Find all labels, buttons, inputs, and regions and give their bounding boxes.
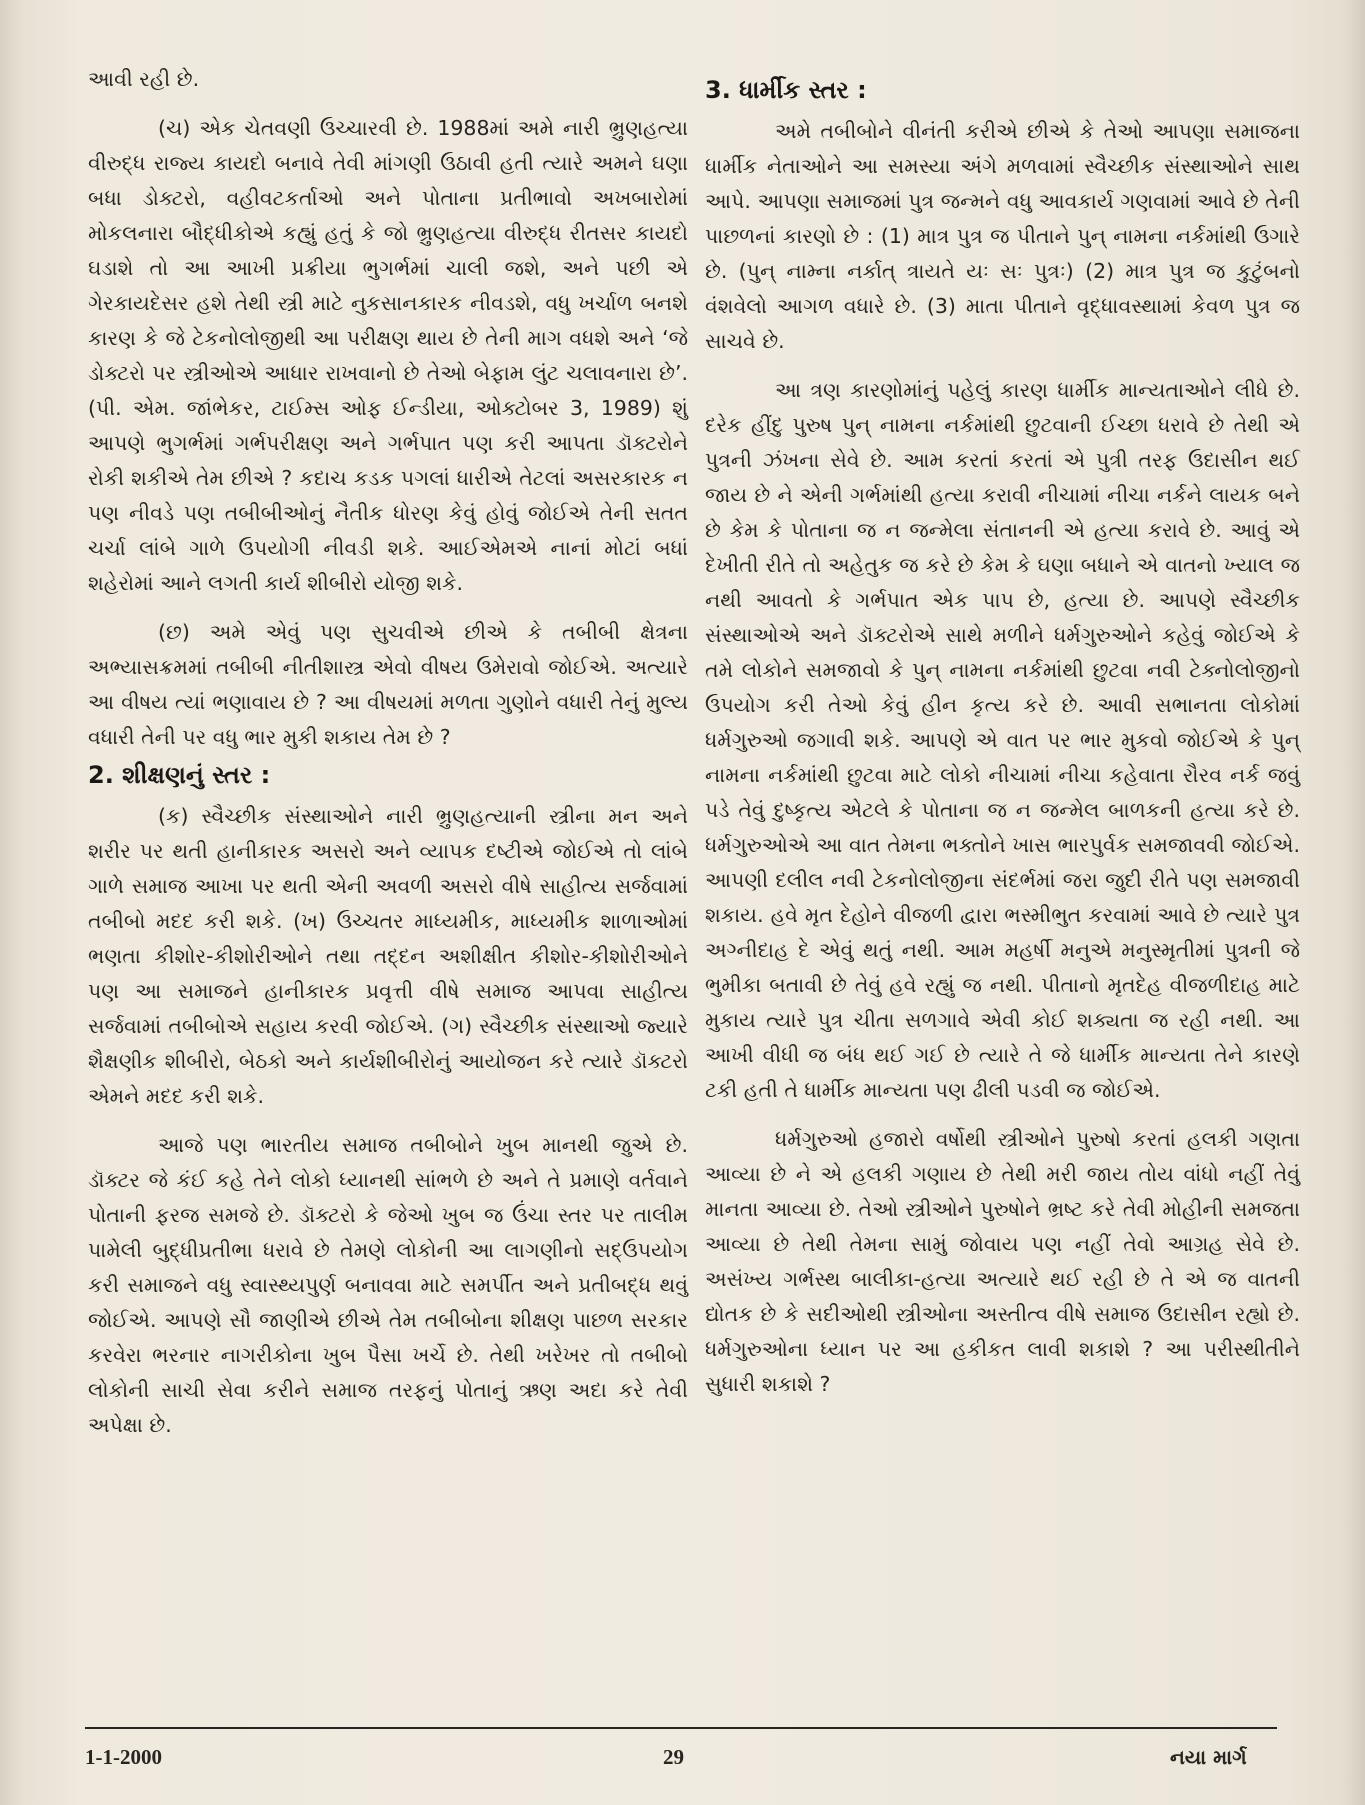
section-heading-religious: 3. ધાર્મીક સ્તર : bbox=[705, 76, 867, 104]
footer-rule bbox=[85, 1727, 1277, 1729]
page-edge-shadow-right bbox=[1343, 0, 1365, 1805]
paragraph-religious-leaders: અમે તબીબોને વીનંતી કરીએ છીએ કે તેઓ આપણા સમાજના ધાર્મીક નેતાઓને આ સમસ્યા અંગે મળવામાં સ્વૈચ્છીક સંસ્થાઓને સાથ આપે. આપણા સમાજમાં પુત્ર જન્મને વધુ આવકાર્ય ગણવામાં આવે છે તેની પાછળનાં કારણો છે : (1) માત્ર પુત્ર જ પીતાને પુન્ નામના નર્કમાંથી ઉગારે છે. (પુન્ નામ્ના નર્કાત્ ત્રાયતે યઃ સઃ પુત્રઃ) (2) માત્ર પુત્ર જ કુટુંબનો વંશવેલો આગળ વધારે છે. (3) માતા પીતાને વૃદ્ધાવસ્થામાં કેવળ પુત્ર જ સાચવે છે. bbox=[705, 119, 1300, 353]
magazine-name: નયા માર્ગ bbox=[1170, 1745, 1247, 1769]
left-column bbox=[88, 62, 688, 1443]
paragraph-doctors-respect: આજે પણ ભારતીય સમાજ તબીબોને ખુબ માનથી જુએ છે. ડૉક્ટર જે કંઈ કહે તેને લોકો ધ્યાનથી સાંભળે છે અને તે પ્રમાણે વર્તવાને પોતાની ફરજ સમજે છે. ડૉક્ટરો કે જેઓ ખુબ જ ઉંચા સ્તર પર તાલીમ પામેલી બુદ્ધીપ્રતીભા ધરાવે છે તેમણે લોકોની આ લાગણીનો સદ્‌ઉપયોગ કરી સમાજને વધુ સ્વાસ્થ્યપુર્ણ બનાવવા માટે સમર્પીત અને પ્રતીબદ્ધ થવું જોઈએ. આપણે સૌ જાણીએ છીએ તેમ તબીબોના શીક્ષણ પાછળ સરકાર કરવેરા ભરનાર નાગરીકોના ખુબ પૈસા ખર્ચે છે. તેથી ખરેખર તો તબીબો લોકોની સાચી સેવા કરીને સમાજ તરફનું પોતાનું ઋણ અદા કરે તેવી અપેક્ષા છે. bbox=[88, 1133, 688, 1437]
page-number: 29 bbox=[663, 1745, 684, 1769]
section-heading-education: 2. શીક્ષણનું સ્તર : bbox=[88, 761, 271, 789]
paragraph-chha: (છ) અમે એવું પણ સુચવીએ છીએ કે તબીબી ક્ષેત્રના અભ્યાસક્રમમાં તબીબી નીતીશાસ્ત્ર એવો વીષય ઉમેરાવો જોઈએ. અત્યારે આ વીષય ત્યાં ભણાવાય છે ? આ વીષયમાં મળતા ગુણોને વધારી તેનું મુલ્ય વધારી તેની પર વધુ ભાર મુકી શકાય તેમ છે ? bbox=[88, 620, 688, 749]
page-edge-shadow-left bbox=[0, 0, 22, 1805]
paragraph-dharmaguru: ધર્મગુરુઓ હજારો વર્ષોથી સ્ત્રીઓને પુરુષો કરતાં હલકી ગણતા આવ્યા છે ને એ હલકી ગણાય છે તેથી મરી જાય તોય વાંધો નહીં તેવું માનતા આવ્યા છે. તેઓ સ્ત્રીઓને પુરુષોને ભ્રષ્ટ કરે તેવી મોહીની સમજતા આવ્યા છે તેથી તેમના સામું જોવાય પણ નહીં તેવો આગ્રહ સેવે છે. અસંખ્ય ગર્ભસ્થ બાલીકા-હત્યા અત્યારે થઈ રહી છે તે એ જ વાતની દ્યોતક છે કે સદીઓથી સ્ત્રીઓના અસ્તીત્વ વીષે સમાજ ઉદાસીન રહ્યો છે. ધર્મગુરુઓના ધ્યાન પર આ હકીકત લાવી શકાશે ? આ પરીસ્થીતીને સુધારી શકાશે ? bbox=[705, 1127, 1300, 1396]
paragraph-cha: (ચ) એક ચેતવણી ઉચ્ચારવી છે. 1988માં અમે નારી ભ્રુણહત્યા વીરુદ્ધ રાજ્ય કાયદો બનાવે તેવી માંગણી ઉઠાવી હતી ત્યારે અમને ઘણા બધા ડોક્ટરો, વહીવટકર્તાઓ અને પોતાના પ્રતીભાવો અખબારોમાં મોકલનારા બૌદ્ધીકોએ કહ્યું હતું કે જો ભ્રુણહત્યા વીરુદ્ધ રીતસર કાયદો ઘડાશે તો આ આખી પ્રક્રીયા ભુગર્ભમાં ચાલી જશે, અને પછી એ ગેરકાયદેસર હશે તેથી સ્ત્રી માટે નુકસાનકારક નીવડશે, વધુ ખર્ચાળ બનશે કારણ કે જે ટેકનોલોજીથી આ પરીક્ષણ થાય છે તેની માગ વધશે અને ‘જે ડોક્ટરો પર સ્ત્રીઓએ આધાર રાખવાનો છે તેઓ બેફામ લુંટ ચલાવનારા છે’. (પી. એમ. જાંભેકર, ટાઈમ્સ ઓફ ઈન્ડીયા, ઓક્ટોબર 3, 1989) શું આપણે ભુગર્ભમાં ગર્ભપરીક્ષણ અને ગર્ભપાત પણ કરી આપતા ડૉક્ટરોને રોકી શકીએ તેમ છીએ ? કદાચ કડક પગલાં ધારીએ તેટલાં અસરકારક ન પણ નીવડે પણ તબીબીઓનું નૈતીક ધોરણ કેવું હોવું જોઈએ તેની સતત ચર્ચા લાંબે ગાળે ઉપયોગી નીવડી શકે. આઈએમએ નાનાં મોટાં બધાં શહેરોમાં આને લગતી કાર્ય શીબીરો યોજી શકે. bbox=[88, 116, 688, 595]
paragraph-ka-kha-ga: (ક) સ્વૈચ્છીક સંસ્થાઓને નારી ભ્રુણહત્યાની સ્ત્રીના મન અને શરીર પર થતી હાનીકારક અસરો અને વ્યાપક દષ્ટીએ જોઈએ તો લાંબે ગાળે સમાજ આખા પર થતી એની અવળી અસરો વીષે સાહીત્ય સર્જવામાં તબીબો મદદ કરી શકે. (ખ) ઉચ્ચતર માધ્યમીક, માધ્યમીક શાળાઓમાં ભણતા કીશોર-કીશોરીઓને તથા તદ્દન અશીક્ષીત કીશોર-કીશોરીઓને પણ આ સમાજને હાનીકારક પ્રવૃત્તી વીષે સમાજ આપવા સાહીત્ય સર્જવામાં તબીબોએ સહાય કરવી જોઈએ. (ગ) સ્વૈચ્છીક સંસ્થાઓ જ્યારે શૈક્ષણીક શીબીરો, બેઠકો અને કાર્યશીબીરોનું આયોજન કરે ત્યારે ડૉક્ટરો એમને મદદ કરી શકે. bbox=[88, 804, 688, 1108]
footer-date: 1-1-2000 bbox=[85, 1745, 162, 1769]
paragraph-continuation: આવી રહી છે. bbox=[88, 67, 200, 91]
paragraph-three-reasons: આ ત્રણ કારણોમાંનું પહેલું કારણ ધાર્મીક માન્યતાઓને લીધે છે. દરેક હીંદુ પુરુષ પુન્ નામના નર્કમાંથી છુટવાની ઈચ્છા ધરાવે છે તેથી એ પુત્રની ઝંખના સેવે છે. આમ કરતાં કરતાં એ પુત્રી તરફ ઉદાસીન થઈ જાય છે ને એની ગર્ભમાંથી હત્યા કરાવી નીચામાં નીચા નર્કને લાયક બને છે કેમ કે પોતાના જ ન જન્મેલા સંતાનની એ હત્યા કરાવે છે. આવું એ દેખીતી રીતે તો અહેતુક જ કરે છે કેમ કે ઘણા બધાને એ વાતનો ખ્યાલ જ નથી આવતો કે ગર્ભપાત એક પાપ છે, હત્યા છે. આપણે સ્વૈચ્છીક સંસ્થાઓએ અને ડૉક્ટરોએ સાથે મળીને ધર્મગુરુઓને કહેવું જોઈએ કે તમે લોકોને સમજાવો કે પુન્ નામના નર્કમાંથી છુટવા નવી ટેક્નોલોજીનો ઉપયોગ કરી તેઓ કેવું હીન કૃત્ય કરે છે. આવી સભાનતા લોકોમાં ધર્મગુરુઓ જગાવી શકે. આપણે એ વાત પર ભાર મુકવો જોઈએ કે પુન્ નામના નર્કમાંથી છુટવા માટે લોકો નીચામાં નીચા કહેવાતા રૌરવ નર્ક જવું પડે તેવું દુષ્કૃત્ય એટલે કે પોતાના જ ન જન્મેલ બાળકની હત્યા કરે છે. ધર્મગુરુઓએ આ વાત તેમના ભક્તોને ખાસ ભારપુર્વક સમજાવવી જોઈએ. આપણી દલીલ નવી ટેકનોલોજીના સંદર્ભમાં જરા જુદી રીતે પણ સમજાવી શકાય. હવે મૃત દેહોને વીજળી દ્વારા ભસ્મીભુત કરવામાં આવે છે ત્યારે પુત્ર અગ્નીદાહ દે એવું થતું નથી. આમ મહર્ષી મનુએ મનુસ્મૃતીમાં પુત્રની જે ભુમીકા બતાવી છે તેવું હવે રહ્યું જ નથી. પીતાનો મૃતદેહ વીજળીદાહ માટે મુકાય ત્યારે પુત્ર ચીતા સળગાવે એવી કોઈ શક્યતા જ રહી નથી. આ આખી વીધી જ બંધ થઈ ગઈ છે ત્યારે તે જે ધાર્મીક માન્યતા તેને કારણે ટકી હતી તે ધાર્મીક માન્યતા પણ ઢીલી પડવી જ જોઈએ. bbox=[705, 378, 1300, 1102]
right-column bbox=[705, 62, 1300, 1402]
